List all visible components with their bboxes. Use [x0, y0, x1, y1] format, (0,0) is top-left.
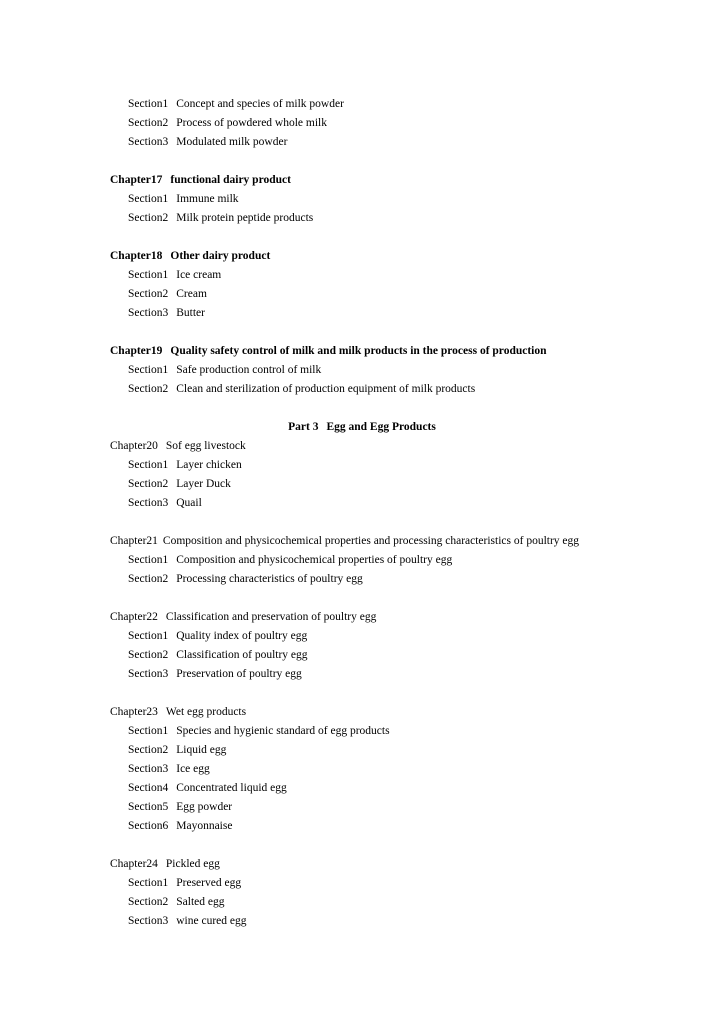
section-heading — [128, 192, 239, 206]
section-title: Ice cream — [176, 269, 222, 281]
section-heading — [128, 800, 232, 814]
section-number: Section5 — [128, 801, 169, 813]
chapter-number: Chapter18 — [110, 250, 163, 262]
chapter-number: Chapter21 — [110, 535, 158, 547]
section-title: Mayonnaise — [176, 820, 233, 832]
section-heading — [128, 496, 202, 510]
section-heading — [128, 135, 287, 149]
chapter-heading — [110, 344, 547, 358]
section-number: Section1 — [128, 877, 169, 889]
section-number: Section3 — [128, 915, 169, 927]
section-number: Section3 — [128, 136, 169, 148]
chapter-title: Wet egg products — [165, 706, 247, 718]
part-heading — [0, 420, 724, 434]
part-number: Part 3 — [288, 421, 319, 433]
section-heading — [128, 895, 224, 909]
section-number: Section1 — [128, 459, 169, 471]
chapter-number: Chapter22 — [110, 611, 158, 623]
chapter-number: Chapter23 — [110, 706, 158, 718]
chapter-heading — [110, 534, 579, 548]
section-title: Concentrated liquid egg — [176, 782, 287, 794]
chapter-number: Chapter17 — [110, 174, 163, 186]
section-heading — [128, 97, 344, 111]
section-title: Composition and physicochemical properties of poultry egg — [176, 554, 453, 566]
section-heading — [128, 762, 210, 776]
section-heading — [128, 268, 221, 282]
section-title: Species and hygienic standard of egg products — [176, 725, 390, 737]
section-number: Section2 — [128, 744, 169, 756]
section-heading — [128, 914, 247, 928]
section-heading — [128, 819, 232, 833]
section-number: Section6 — [128, 820, 169, 832]
section-heading — [128, 287, 207, 301]
chapter-title: Other dairy product — [170, 250, 271, 262]
section-heading — [128, 648, 308, 662]
chapter-number: Chapter20 — [110, 440, 158, 452]
section-number: Section2 — [128, 288, 169, 300]
section-number: Section2 — [128, 212, 169, 224]
section-title: Processing characteristics of poultry egg — [176, 573, 363, 585]
section-title: Cream — [176, 288, 207, 300]
section-title: Preservation of poultry egg — [176, 668, 302, 680]
section-number: Section1 — [128, 364, 169, 376]
section-title: Modulated milk powder — [176, 136, 288, 148]
section-title: Egg powder — [176, 801, 233, 813]
section-heading — [128, 724, 390, 738]
section-title: Ice egg — [176, 763, 210, 775]
section-number: Section3 — [128, 668, 169, 680]
section-title: Layer chicken — [176, 459, 242, 471]
chapter-number: Chapter24 — [110, 858, 158, 870]
chapter-title: Classification and preservation of poultry egg — [165, 611, 377, 623]
chapter-title: functional dairy product — [170, 174, 291, 186]
chapter-title: Pickled egg — [165, 858, 220, 870]
section-title: Immune milk — [176, 193, 239, 205]
section-number: Section3 — [128, 497, 169, 509]
section-number: Section2 — [128, 478, 169, 490]
chapter-heading — [110, 439, 246, 453]
section-title: wine cured egg — [176, 915, 247, 927]
section-number: Section1 — [128, 725, 169, 737]
section-number: Section3 — [128, 763, 169, 775]
chapter-title: Sof egg livestock — [165, 440, 246, 452]
section-title: Salted egg — [176, 896, 225, 908]
section-heading — [128, 458, 242, 472]
section-number: Section2 — [128, 117, 169, 129]
chapter-heading — [110, 173, 291, 187]
section-heading — [128, 572, 363, 586]
chapter-heading — [110, 249, 270, 263]
chapter-heading — [110, 705, 246, 719]
section-title: Layer Duck — [176, 478, 231, 490]
section-number: Section2 — [128, 649, 169, 661]
section-number: Section1 — [128, 269, 169, 281]
section-title: Clean and sterilization of production equipment of milk products — [176, 383, 476, 395]
section-title: Butter — [176, 307, 205, 319]
section-number: Section3 — [128, 307, 169, 319]
section-title: Process of powdered whole milk — [176, 117, 327, 129]
section-title: Liquid egg — [176, 744, 227, 756]
section-heading — [128, 743, 226, 757]
section-title: Milk protein peptide products — [176, 212, 314, 224]
section-title: Concept and species of milk powder — [176, 98, 344, 110]
section-heading — [128, 781, 287, 795]
section-number: Section1 — [128, 193, 169, 205]
section-heading — [128, 876, 241, 890]
section-title: Preserved egg — [176, 877, 242, 889]
chapter-heading — [110, 857, 220, 871]
section-heading — [128, 306, 205, 320]
section-heading — [128, 363, 321, 377]
section-number: Section4 — [128, 782, 169, 794]
section-heading — [128, 382, 475, 396]
section-number: Section1 — [128, 554, 169, 566]
section-number: Section1 — [128, 630, 169, 642]
section-heading — [128, 667, 302, 681]
section-heading — [128, 629, 307, 643]
section-number: Section1 — [128, 98, 169, 110]
section-title: Safe production control of milk — [176, 364, 322, 376]
section-title: Quail — [176, 497, 202, 509]
chapter-number: Chapter19 — [110, 345, 163, 357]
chapter-heading — [110, 610, 376, 624]
section-number: Section2 — [128, 573, 169, 585]
part-title: Egg and Egg Products — [326, 421, 436, 433]
section-title: Quality index of poultry egg — [176, 630, 308, 642]
chapter-title: Quality safety control of milk and milk products in the process of production — [170, 345, 547, 357]
section-title: Classification of poultry egg — [176, 649, 308, 661]
chapter-title: Composition and physicochemical properties and processing characteristics of poultry egg — [162, 535, 580, 547]
section-heading — [128, 477, 231, 491]
section-number: Section2 — [128, 383, 169, 395]
section-heading — [128, 211, 313, 225]
section-heading — [128, 116, 327, 130]
section-heading — [128, 553, 452, 567]
section-number: Section2 — [128, 896, 169, 908]
